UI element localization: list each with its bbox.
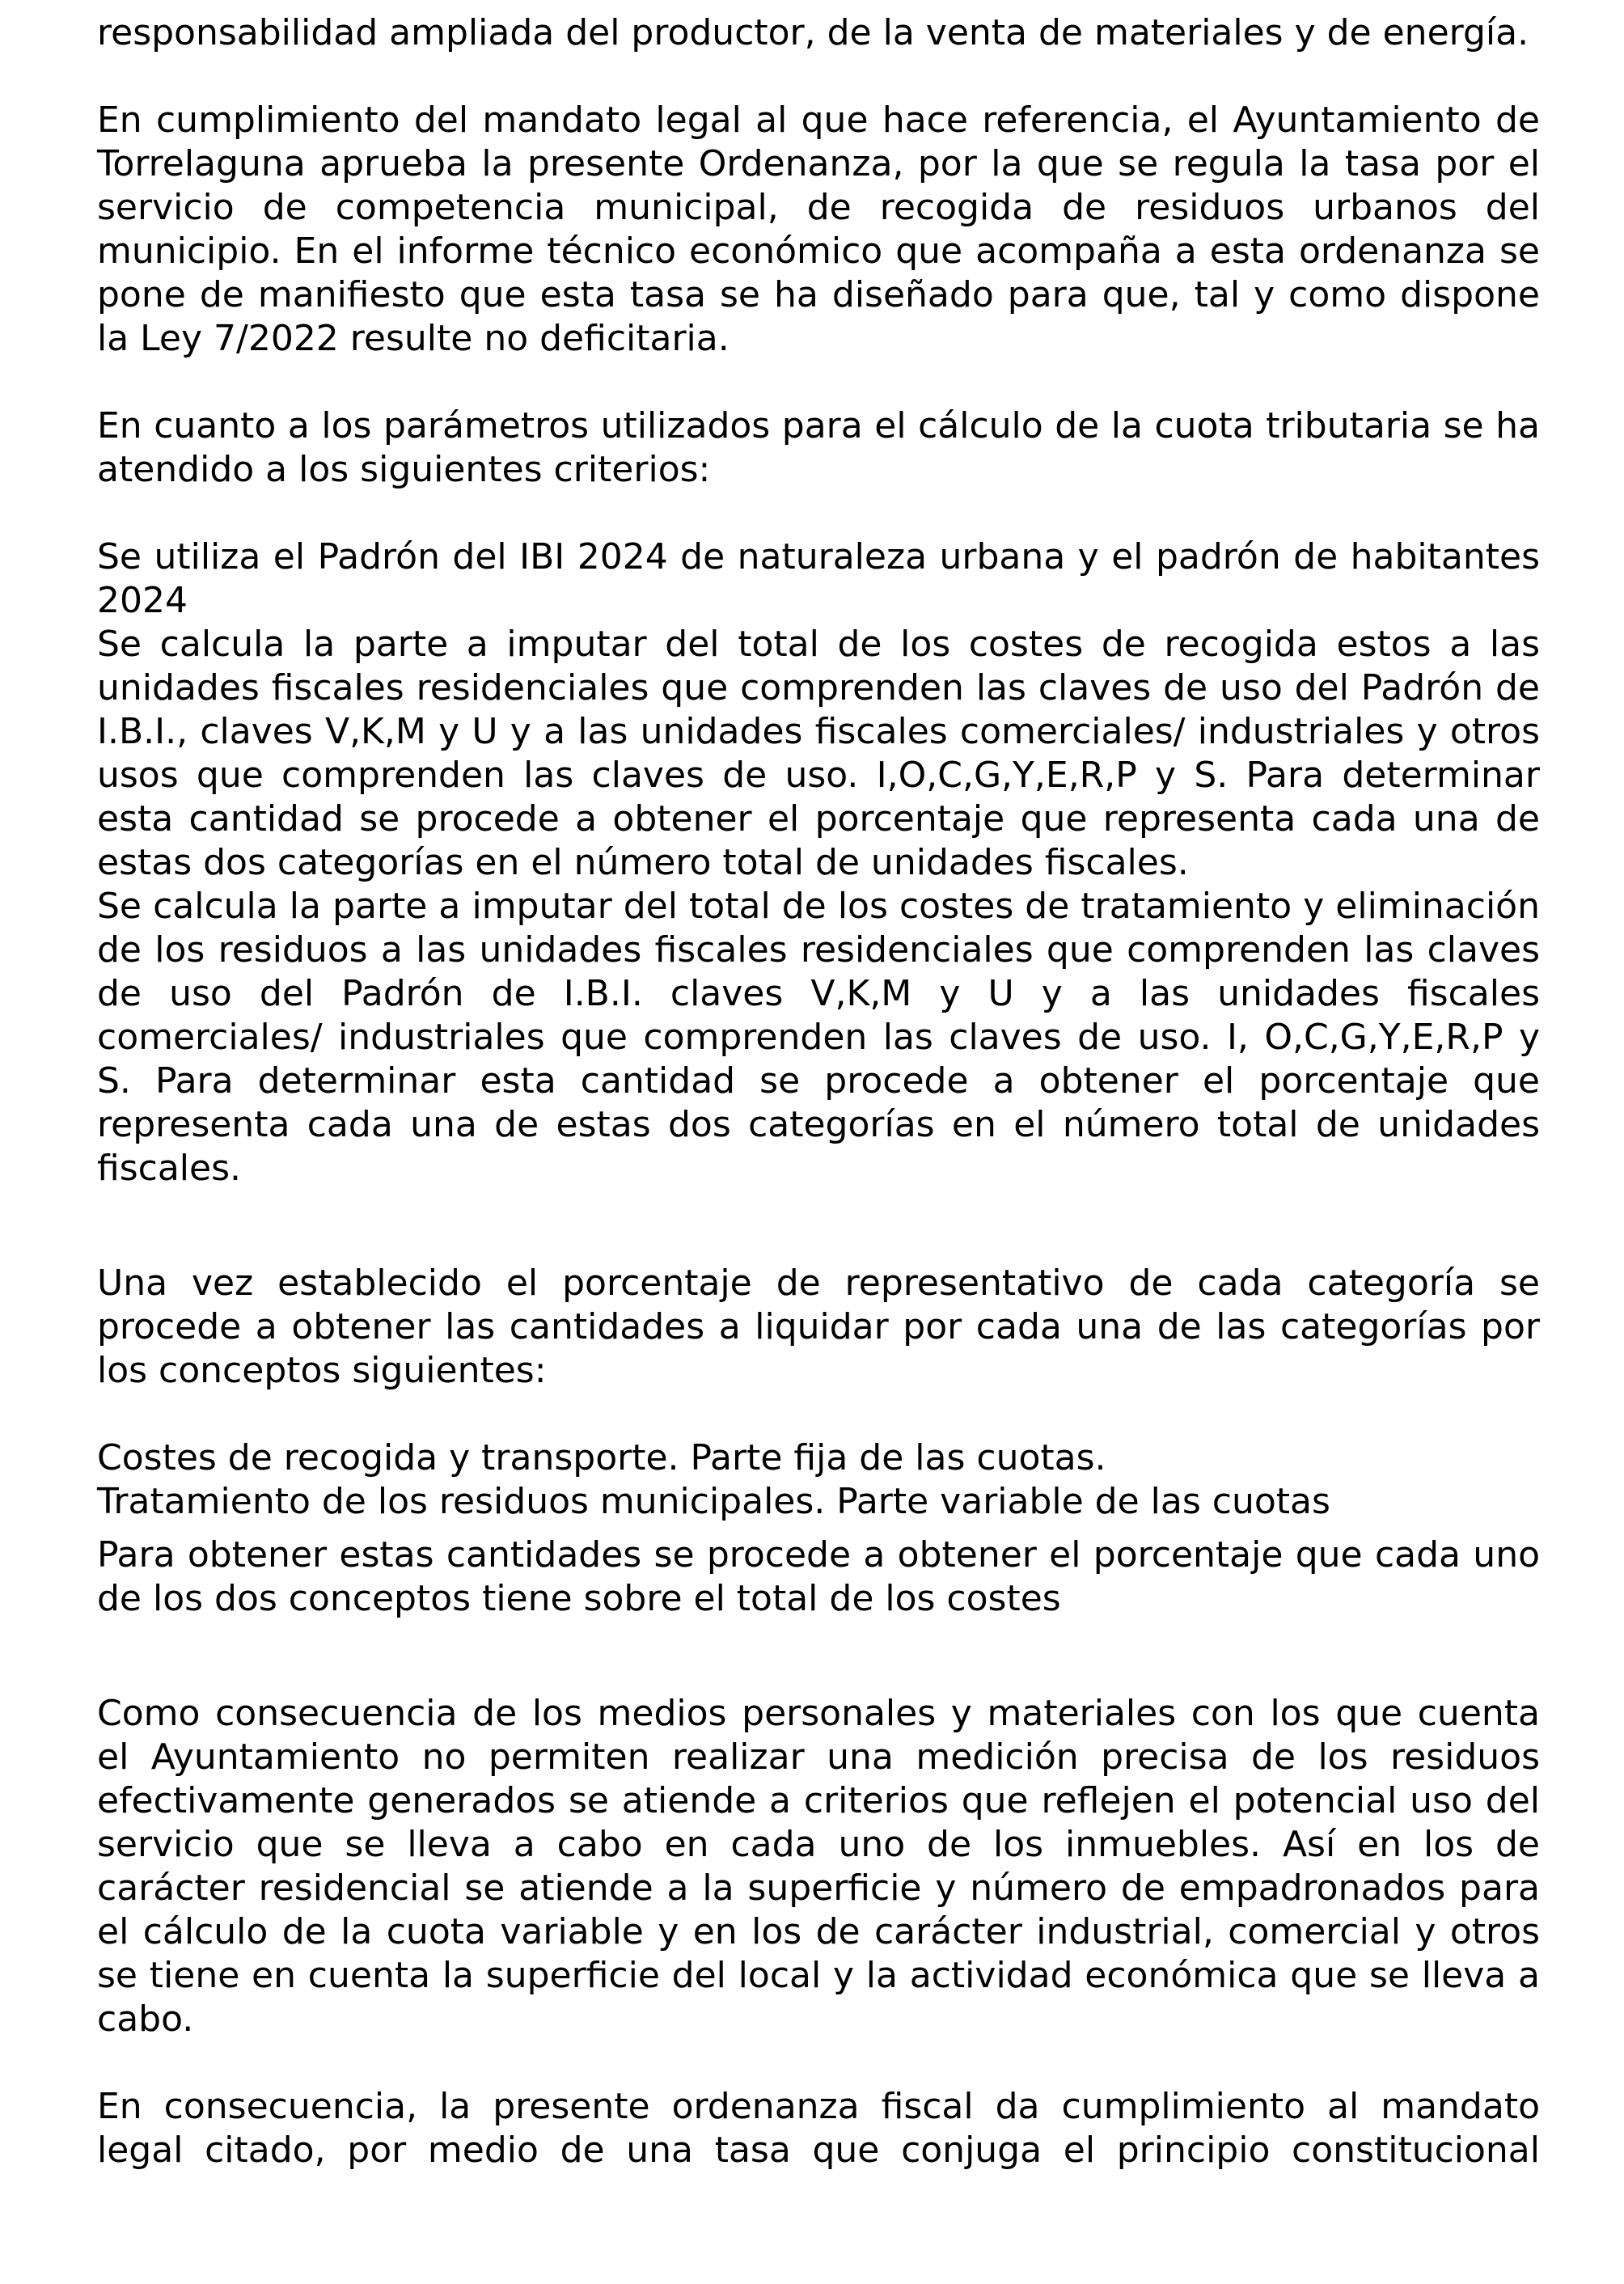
paragraph-percentage: Una vez establecido el porcentaje de representativo de cada categoría se procede a obtener las cantidades a liquidar por cada una de las categorías por los conceptos siguientes: [97, 1263, 1540, 1391]
document-page [97, 11, 1540, 2172]
paragraph-mandate: En cumplimiento del mandato legal al que hace referencia, el Ayuntamiento de Torrelaguna aprueba la presente Ordenanza, por la que se regula la tasa por el servicio de competencia municipal, de recogida de residuos urbanos del municipio. En el informe técnico económico que acompaña a esta ordenanza se pone de manifiesto que esta tasa se ha diseñado para que, tal y como dispone la Ley 7/2022 resulte no deficitaria. [97, 99, 1540, 359]
concept-item: Costes de recogida y transporte. Parte fija de las cuotas. [97, 1437, 1106, 1478]
criterion-item: Se calcula la parte a imputar del total de los costes de recogida estos a las unidades fiscales residenciales que comprenden las claves de uso del Padrón de I.B.I., claves V,K,M y U y a las unidades fiscales comerciales/ industriales y otros usos que comprenden las claves de uso. I,O,C,G,Y,E,R,P y S. Para determinar esta cantidad se procede a obtener el porcentaje que representa cada una de estas dos categorías en el número total de unidades fiscales. [97, 624, 1540, 883]
paragraph-conclusion: En consecuencia, la presente ordenanza fiscal da cumplimiento al mandato legal citado, por medio de una tasa que conjuga el principio constitucional [97, 2086, 1540, 2171]
paragraph-params-intro: En cuanto a los parámetros utilizados para el cálculo de la cuota tributaria se ha atendido a los siguientes criterios: [97, 405, 1540, 490]
concept-item: Tratamiento de los residuos municipales. Parte variable de las cuotas [97, 1481, 1330, 1522]
paragraph-means: Como consecuencia de los medios personales y materiales con los que cuenta el Ayuntamiento no permiten realizar una medición precisa de los residuos efectivamente generados se atiende a criterios que reflejen el potencial uso del servicio que se lleva a cabo en cada uno de los inmuebles. Así en los de carácter residencial se atiende a la superficie y número de empadronados para el cálculo de la cuota variable y en los de carácter industrial, comercial y otros se tiene en cuenta la superficie del local y la actividad económica que se lleva a cabo. [97, 1693, 1540, 2040]
criterion-item: Se utiliza el Padrón del IBI 2024 de naturaleza urbana y el padrón de habitantes 2024 [97, 536, 1540, 621]
paragraph-obtain: Para obtener estas cantidades se procede a obtener el porcentaje que cada uno de los dos conceptos tiene sobre el total de los costes [97, 1534, 1540, 1619]
criterion-item: Se calcula la parte a imputar del total de los costes de tratamiento y eliminación de los residuos a las unidades fiscales residenciales que comprenden las claves de uso del Padrón de I.B.I. claves V,K,M y U y a las unidades fiscales comerciales/ industriales que comprenden las claves de uso. I, O,C,G,Y,E,R,P y S. Para determinar esta cantidad se procede a obtener el porcentaje que representa cada una de estas dos categorías en el número total de unidades fiscales. [97, 886, 1540, 1189]
paragraph-intro-tail: responsabilidad ampliada del productor, de la venta de materiales y de energía. [97, 12, 1529, 53]
